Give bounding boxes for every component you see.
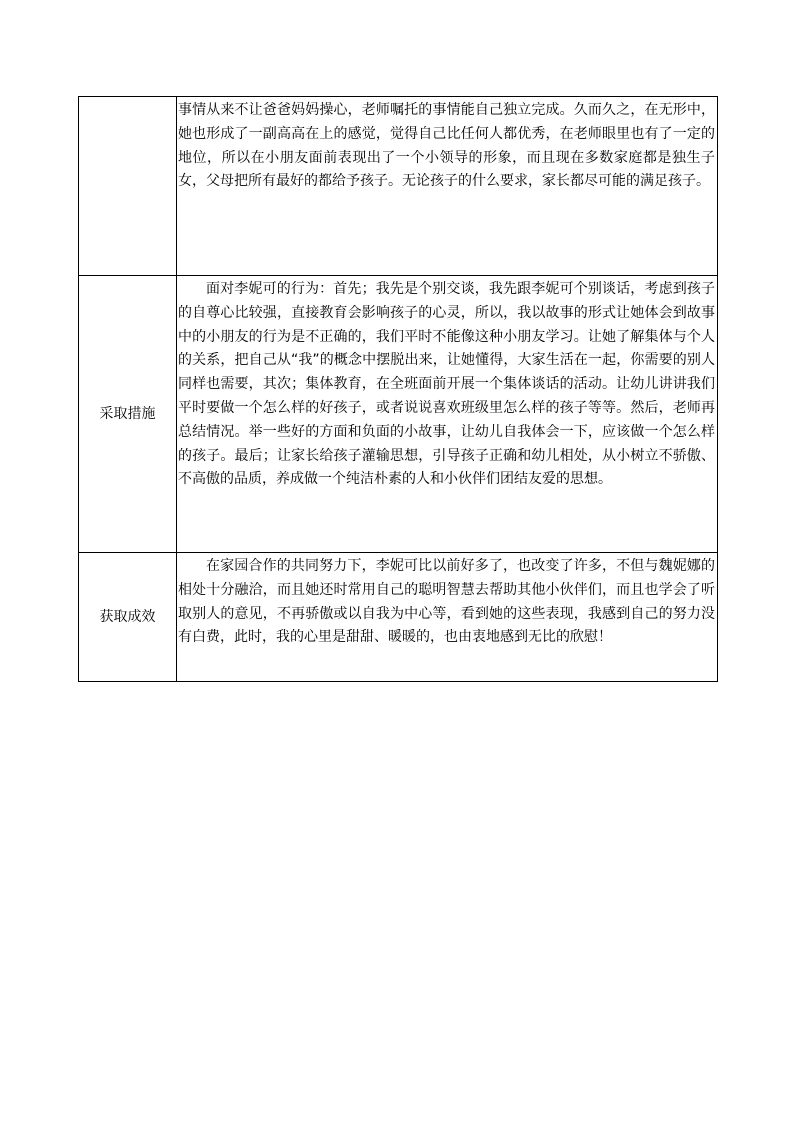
measures-paragraph: 面对李妮可的行为：首先；我先是个别交谈，我先跟李妮可个别谈话，考虑到孩子的自尊心比较强，直接教育会影响孩子的心灵，所以，我以故事的形式让她体会到故事中的小朋友的行为是不正确的，我们平时不能像这种小朋友学习。让她了解集体与个人的关系，把自己从“我”的概念中摆脱出来，让她懂得，大家生活在一起，你需要的别人同样也需要，其次；集体教育，在全班面前开展一个集体谈话的活动。让幼儿讲讲我们平时要做一个怎么样的好孩子，或者说说喜欢班级里怎么样的孩子等等。然后，老师再总结情况。举一些好的方面和负面的小故事，让幼儿自我体会一下，应该做一个怎么样的孩子。最后；让家长给孩子灌输思想，引导孩子正确和幼儿相处，从小树立不骄傲、不高傲的品质，养成做一个纯洁朴素的人和小伙伴们团结友爱的思想。: [178, 281, 715, 488]
row-content: [177, 553, 718, 682]
row-label-measures: 采取措施: [79, 276, 177, 553]
table-row: [79, 97, 718, 276]
case-record-table: [78, 96, 718, 682]
row-content: [177, 276, 718, 553]
table-row: [79, 553, 718, 682]
results-paragraph: 在家园合作的共同努力下，李妮可比以前好多了，也改变了许多，不但与魏妮娜的相处十分融洽，而且她还时常用自己的聪明智慧去帮助其他小伙伴们，而且也学会了听取别人的意见，不再骄傲或以自我为中心等，看到她的这些表现，我感到自己的努力没有白费，此时，我的心里是甜甜、暖暖的，也由衷地感到无比的欣慰！: [178, 558, 715, 646]
row-content: [177, 97, 718, 276]
row-label-results: 获取成效: [79, 553, 177, 682]
table-row: [79, 276, 718, 553]
background-paragraph: 事情从来不让爸爸妈妈操心，老师嘱托的事情能自己独立完成。久而久之，在无形中，她也形成了一副高高在上的感觉，觉得自己比任何人都优秀，在老师眼里也有了一定的地位，所以在小朋友面前表现出了一个小领导的形象，而且现在多数家庭都是独生子女，父母把所有最好的都给予孩子。无论孩子的什么要求，家长都尽可能的满足孩子。: [178, 102, 715, 190]
row-label: [79, 97, 177, 276]
